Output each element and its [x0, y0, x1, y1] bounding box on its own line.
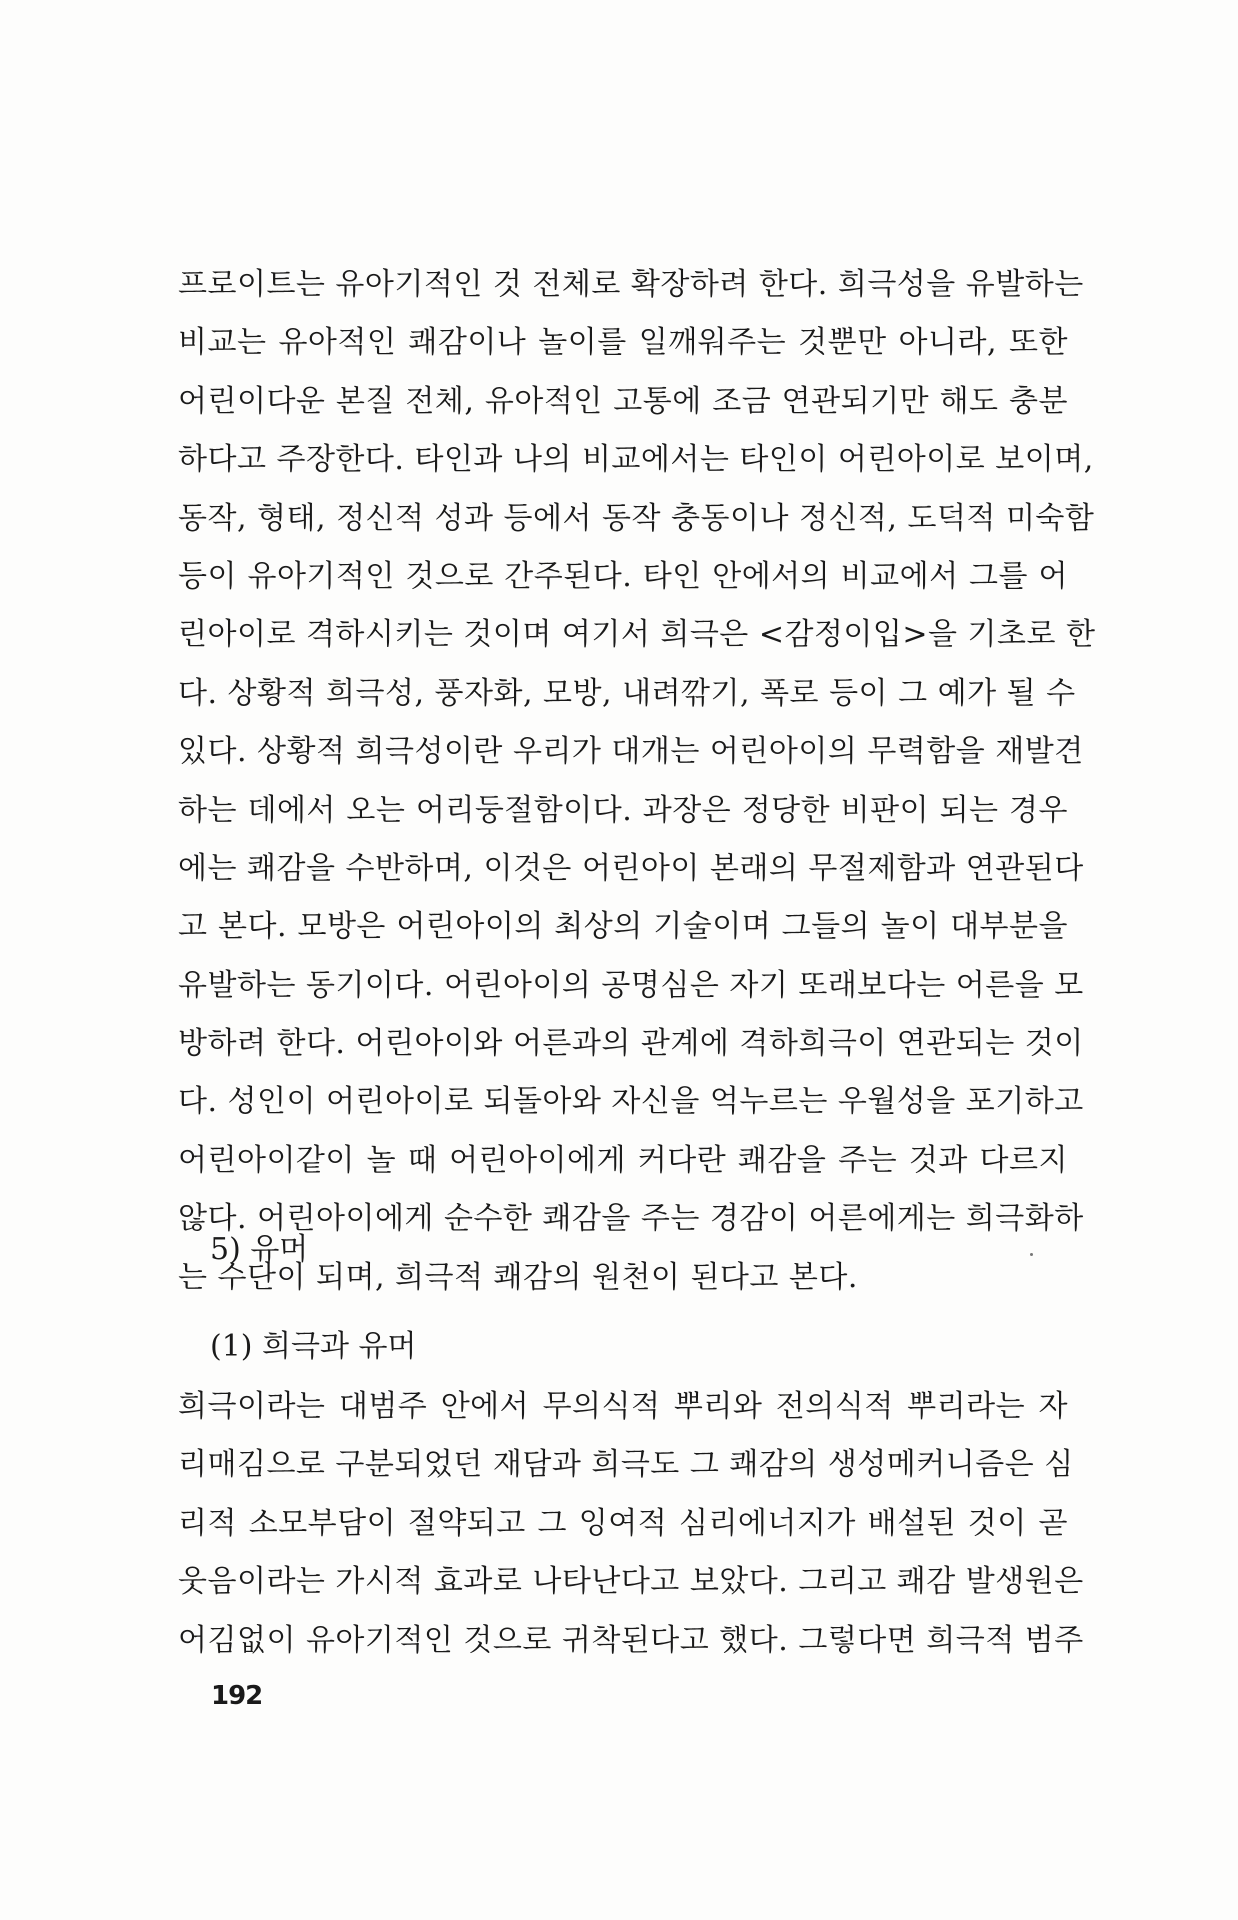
text-line: 에는 쾌감을 수반하며, 이것은 어린아이 본래의 무절제함과 연관된다 — [178, 850, 1084, 886]
text-line: 방하려 한다. 어린아이와 어른과의 관계에 격하희극이 연관되는 것이 — [178, 1026, 1084, 1062]
text-line: 어린아이같이 놀 때 어린아이에게 커다란 쾌감을 주는 것과 다르지 — [178, 1142, 1068, 1178]
body-paragraph-1 — [178, 256, 1096, 1307]
text-line: 하다고 주장한다. 타인과 나의 비교에서는 타인이 어린아이로 보이며, — [178, 442, 1094, 478]
text-line: 있다. 상황적 희극성이란 우리가 대개는 어린아이의 무력함을 재발견 — [178, 734, 1084, 770]
subsection-heading: (1) 희극과 유머 — [210, 1329, 417, 1364]
text-line: 웃음이라는 가시적 효과로 나타난다고 보았다. 그리고 쾌감 발생원은 — [178, 1564, 1084, 1600]
text-line: 프로이트는 유아기적인 것 전체로 확장하려 한다. 희극성을 유발하는 — [178, 267, 1084, 302]
text-line: 동작, 형태, 정신적 성과 등에서 동작 충동이나 정신적, 도덕적 미숙함 — [178, 500, 1095, 536]
text-line: 하는 데에서 오는 어리둥절함이다. 과장은 정당한 비판이 되는 경우 — [178, 792, 1068, 828]
text-line: 고 본다. 모방은 어린아이의 최상의 기술이며 그들의 놀이 대부분을 — [178, 909, 1068, 945]
text-line: 희극이라는 대범주 안에서 무의식적 뿌리와 전의식적 뿌리라는 자 — [178, 1389, 1068, 1424]
text-line: 어김없이 유아기적인 것으로 귀착된다고 했다. 그렇다면 희극적 범주 — [178, 1622, 1084, 1658]
text-line: 는 수단이 되며, 희극적 쾌감의 원천이 된다고 본다. — [178, 1259, 858, 1295]
scan-speck — [1030, 1253, 1033, 1256]
body-paragraph-2 — [178, 1378, 1084, 1670]
text-line: 어린이다운 본질 전체, 유아적인 고통에 조금 연관되기만 해도 충분 — [178, 383, 1068, 419]
text-line: 다. 성인이 어린아이로 되돌아와 자신을 억누르는 우월성을 포기하고 — [178, 1084, 1084, 1120]
text-line: 않다. 어린아이에게 순수한 쾌감을 주는 경감이 어른에게는 희극화하 — [178, 1201, 1084, 1237]
text-line: 다. 상황적 희극성, 풍자화, 모방, 내려깎기, 폭로 등이 그 예가 될 수 — [178, 675, 1076, 711]
text-line: 유발하는 동기이다. 어린아이의 공명심은 자기 또래보다는 어른을 모 — [178, 967, 1084, 1003]
page-number: 192 — [211, 1681, 263, 1711]
text-line: 리적 소모부담이 절약되고 그 잉여적 심리에너지가 배설된 것이 곧 — [178, 1505, 1068, 1541]
text-line: 비교는 유아적인 쾌감이나 놀이를 일깨워주는 것뿐만 아니라, 또한 — [178, 325, 1068, 361]
text-line: 등이 유아기적인 것으로 간주된다. 타인 안에서의 비교에서 그를 어 — [178, 558, 1068, 594]
section-heading: 5) 유머 — [210, 1232, 309, 1267]
text-line: 리매김으로 구분되었던 재담과 희극도 그 쾌감의 생성메커니즘은 심 — [178, 1447, 1074, 1483]
text-line: 린아이로 격하시키는 것이며 여기서 희극은 <감정이입>을 기초로 한 — [178, 617, 1096, 653]
